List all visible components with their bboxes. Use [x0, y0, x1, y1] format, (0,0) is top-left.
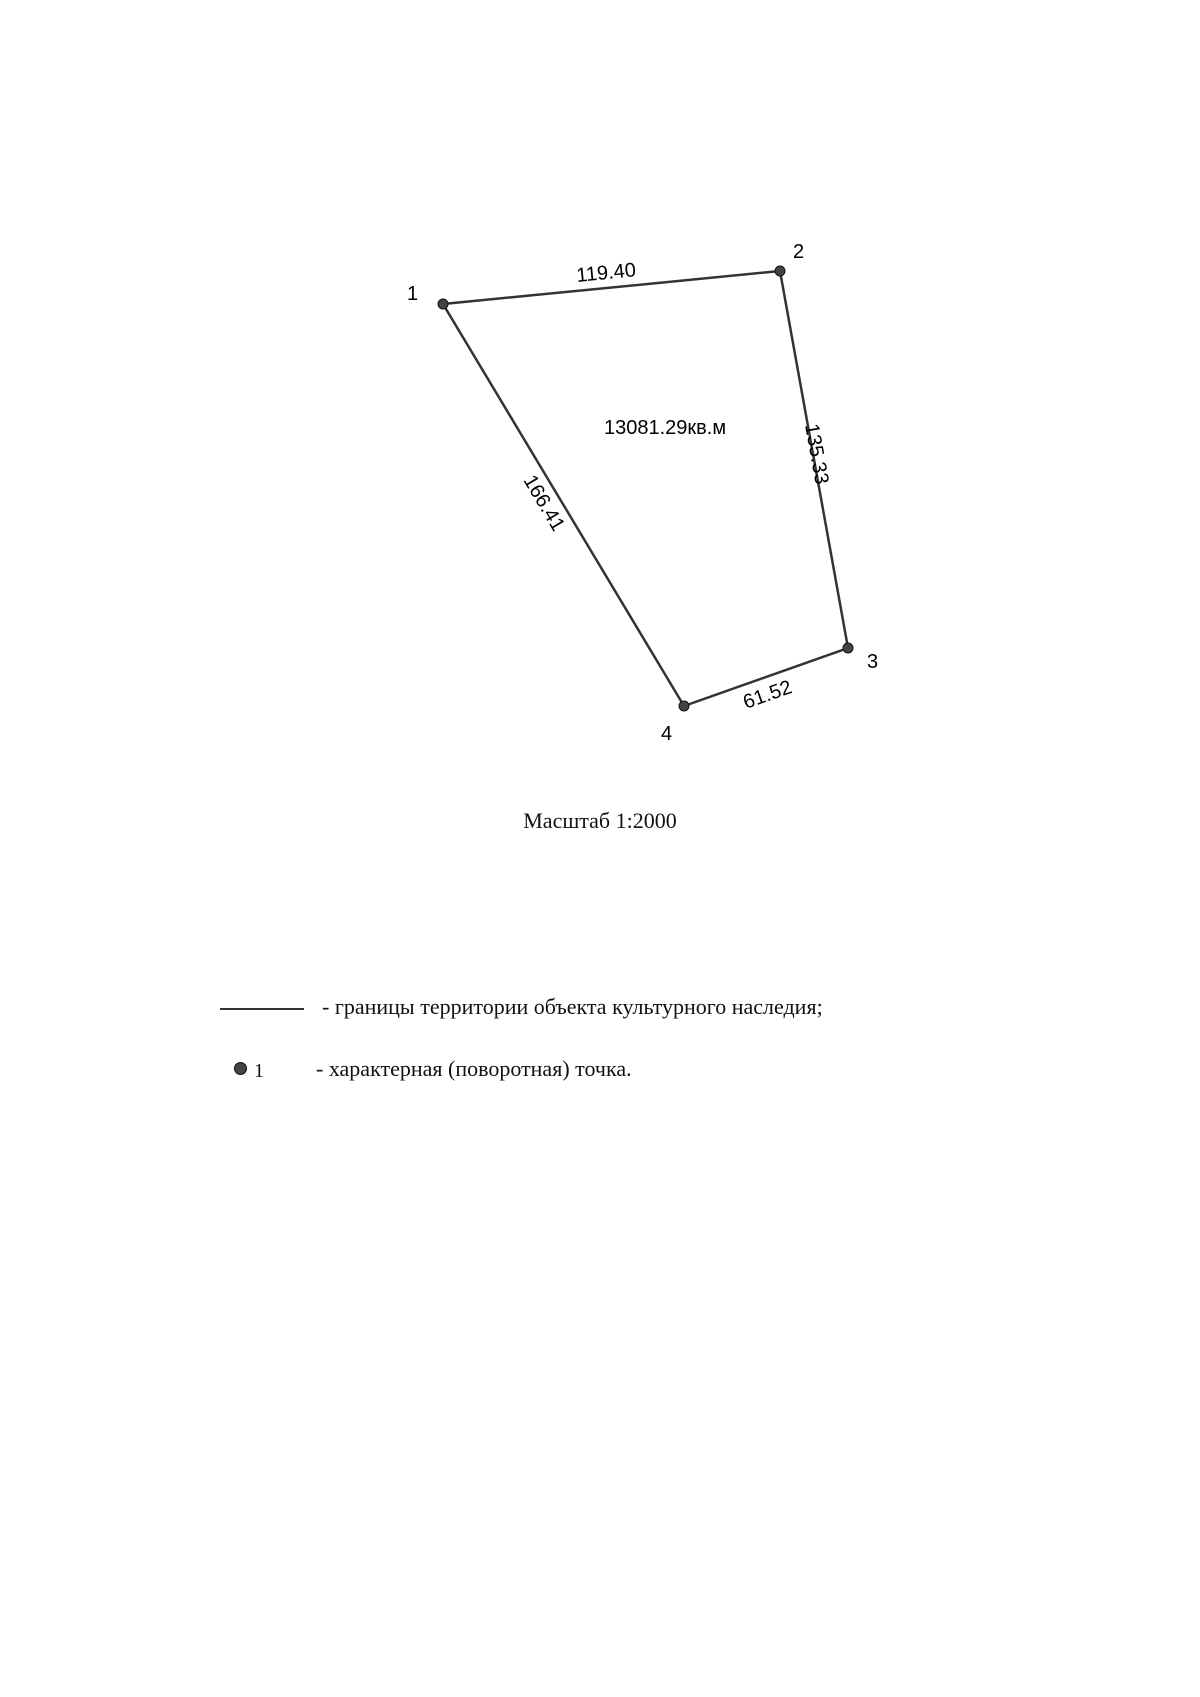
legend-point-sample	[234, 1062, 247, 1075]
legend-point-text: - характерная (поворотная) точка.	[316, 1056, 632, 1081]
point-label-2: 2	[793, 241, 805, 263]
point-label-4: 4	[661, 723, 673, 745]
turning-point-4	[679, 701, 689, 711]
turning-point-3	[843, 643, 853, 653]
boundary-polygon	[443, 271, 848, 706]
segment-length-2-3: 135.33	[800, 421, 833, 487]
turning-point-2	[775, 266, 785, 276]
turning-point-1	[438, 299, 448, 309]
point-label-3: 3	[867, 651, 879, 673]
legend-boundary-text: - границы территории объекта культурного наследия;	[322, 994, 823, 1019]
point-label-1: 1	[407, 283, 419, 305]
legend-point-sample-number: 1	[254, 1060, 264, 1082]
legend-boundary-line-sample	[220, 1008, 304, 1010]
segment-length-1-2: 119.40	[575, 259, 637, 287]
area-label: 13081.29кв.м	[604, 417, 727, 439]
scale-label: Масштаб 1:2000	[523, 808, 677, 833]
segment-length-4-1: 166.41	[518, 471, 569, 536]
segment-length-3-4: 61.52	[740, 676, 795, 714]
